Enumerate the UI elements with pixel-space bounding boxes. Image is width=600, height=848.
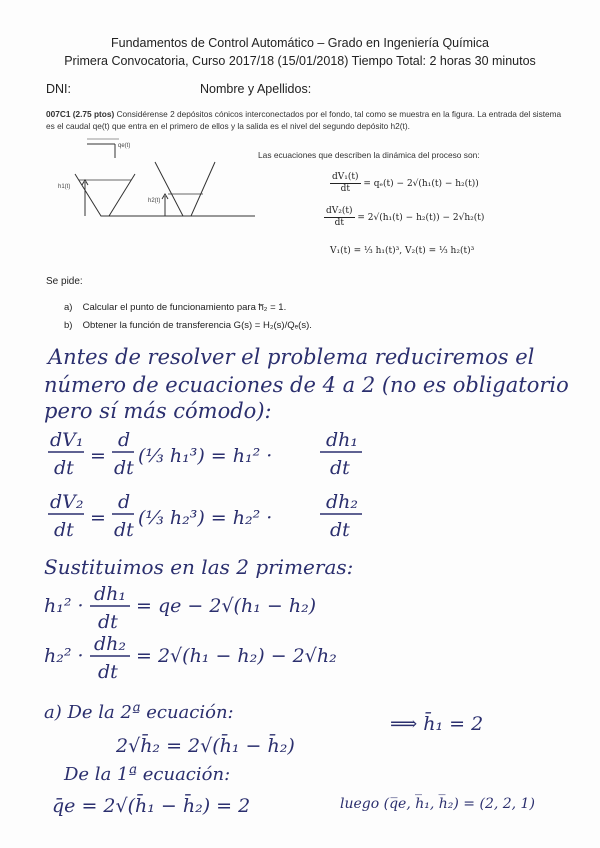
exam-subtitle: Primera Convocatoria, Curso 2017/18 (15/01/2018) Tiempo Total: 2 horas 30 minutos xyxy=(64,54,536,68)
svg-text:dt: dt xyxy=(330,457,350,479)
eq1-numerator: dV₁(t) xyxy=(332,172,359,182)
svg-text:dt: dt xyxy=(114,519,134,541)
svg-text:dh₂: dh₂ xyxy=(326,491,359,513)
hw-line-4: Sustituimos en las 2 primeras: xyxy=(44,555,354,579)
svg-text:dh₁: dh₁ xyxy=(94,583,127,605)
course-title: Fundamentos de Control Automático – Grado en Ingeniería Química xyxy=(111,36,489,50)
eq2-denominator: dt xyxy=(334,218,344,228)
svg-text:dt: dt xyxy=(54,519,74,541)
eq1-denominator: dt xyxy=(340,184,350,194)
tasks-heading: Se pide: xyxy=(46,276,83,287)
eq1-rhs: = qₑ(t) − 2√(h₁(t) − h₂(t)) xyxy=(363,179,479,189)
svg-text:dt: dt xyxy=(54,457,74,479)
hw-derivation-volumes xyxy=(48,429,362,541)
hw-steady-state-2 xyxy=(52,793,250,817)
task-b-text: Obtener la función de transferencia G(s) = H₂(s)/Qₑ(s). xyxy=(82,320,312,331)
svg-text:dh₁: dh₁ xyxy=(326,429,359,451)
svg-text:q̄e = 2√(h̄₁ − h̄₂) = 2: q̄e = 2√(h̄₁ − h̄₂) = 2 xyxy=(52,795,251,817)
eq2-numerator: dV₂(t) xyxy=(326,206,353,216)
hw-line-2: número de ecuaciones de 4 a 2 (no es obligatorio xyxy=(44,373,569,397)
svg-text:(⅓ h₁³) = h₁² ·: (⅓ h₁³) = h₁² · xyxy=(138,445,273,467)
svg-text:d: d xyxy=(118,429,131,451)
svg-text:dV₁: dV₁ xyxy=(50,429,84,451)
svg-text:dt: dt xyxy=(114,457,134,479)
svg-text:dt: dt xyxy=(98,611,118,633)
hw-result: luego (q̅e, h̅₁, h̅₂) = (2, 2, 1) xyxy=(340,796,535,812)
problem-text: Considérense 2 depósitos cónicos interconectados por el fondo, tal como se muestra en la figura. La entrada del sistema es el caudal qe(t) que entra en el primero de ellos y la salida es el nivel del segundo depósito h2(t). xyxy=(46,109,562,131)
task-a-letter: a) xyxy=(64,302,73,313)
svg-text:h₂² ·: h₂² · xyxy=(44,645,84,667)
hw-line-3: pero sí más cómodo): xyxy=(44,399,272,423)
equations-intro: Las ecuaciones que describen la dinámica del proceso son: xyxy=(258,150,480,160)
hw-line-6: De la 1ª ecuación: xyxy=(64,764,231,785)
h2-label: h2(t) xyxy=(148,198,161,204)
inflow-label: qe(t) xyxy=(118,143,131,149)
svg-text:d: d xyxy=(118,491,131,513)
problem-code: 007C1 (2.75 ptos) xyxy=(46,109,115,119)
task-b-letter: b) xyxy=(64,320,73,331)
svg-text:dV₂: dV₂ xyxy=(50,491,84,513)
svg-text:dt: dt xyxy=(330,519,350,541)
svg-text:dh₂: dh₂ xyxy=(94,633,127,655)
task-a-text: Calcular el punto de funcionamiento para h̅₂ = 1. xyxy=(82,302,287,313)
svg-text:h₁² ·: h₁² · xyxy=(44,595,84,617)
hw-substitution xyxy=(44,583,337,683)
svg-text:= 2√(h₁ − h₂) − 2√h₂: = 2√(h₁ − h₂) − 2√h₂ xyxy=(136,645,337,667)
hw-line-1: Antes de resolver el problema reduciremos el xyxy=(48,345,535,369)
name-label: Nombre y Apellidos: xyxy=(200,82,312,96)
svg-text:=: = xyxy=(90,445,106,467)
svg-text:2√h̄₂ = 2√(h̄₁ − h̄₂): 2√h̄₂ = 2√(h̄₁ − h̄₂) xyxy=(116,735,295,757)
svg-text:(⅓ h₂³) = h₂² ·: (⅓ h₂³) = h₂² · xyxy=(138,507,273,529)
svg-text:= qe − 2√(h₁ − h₂): = qe − 2√(h₁ − h₂) xyxy=(136,595,317,617)
h1-label: h1(t) xyxy=(58,184,71,190)
svg-text:dt: dt xyxy=(98,661,118,683)
dni-label: DNI: xyxy=(46,82,71,96)
equation-3: V₁(t) = ⅓ h₁(t)³, V₂(t) = ⅓ h₂(t)³ xyxy=(330,246,475,256)
hw-line-5: a) De la 2ª ecuación: xyxy=(44,702,234,723)
svg-text:=: = xyxy=(90,507,106,529)
svg-text:⟹ h̄₁ = 2: ⟹ h̄₁ = 2 xyxy=(390,713,484,735)
eq2-rhs: = 2√(h₁(t) − h₂(t)) − 2√h₂(t) xyxy=(357,213,485,223)
